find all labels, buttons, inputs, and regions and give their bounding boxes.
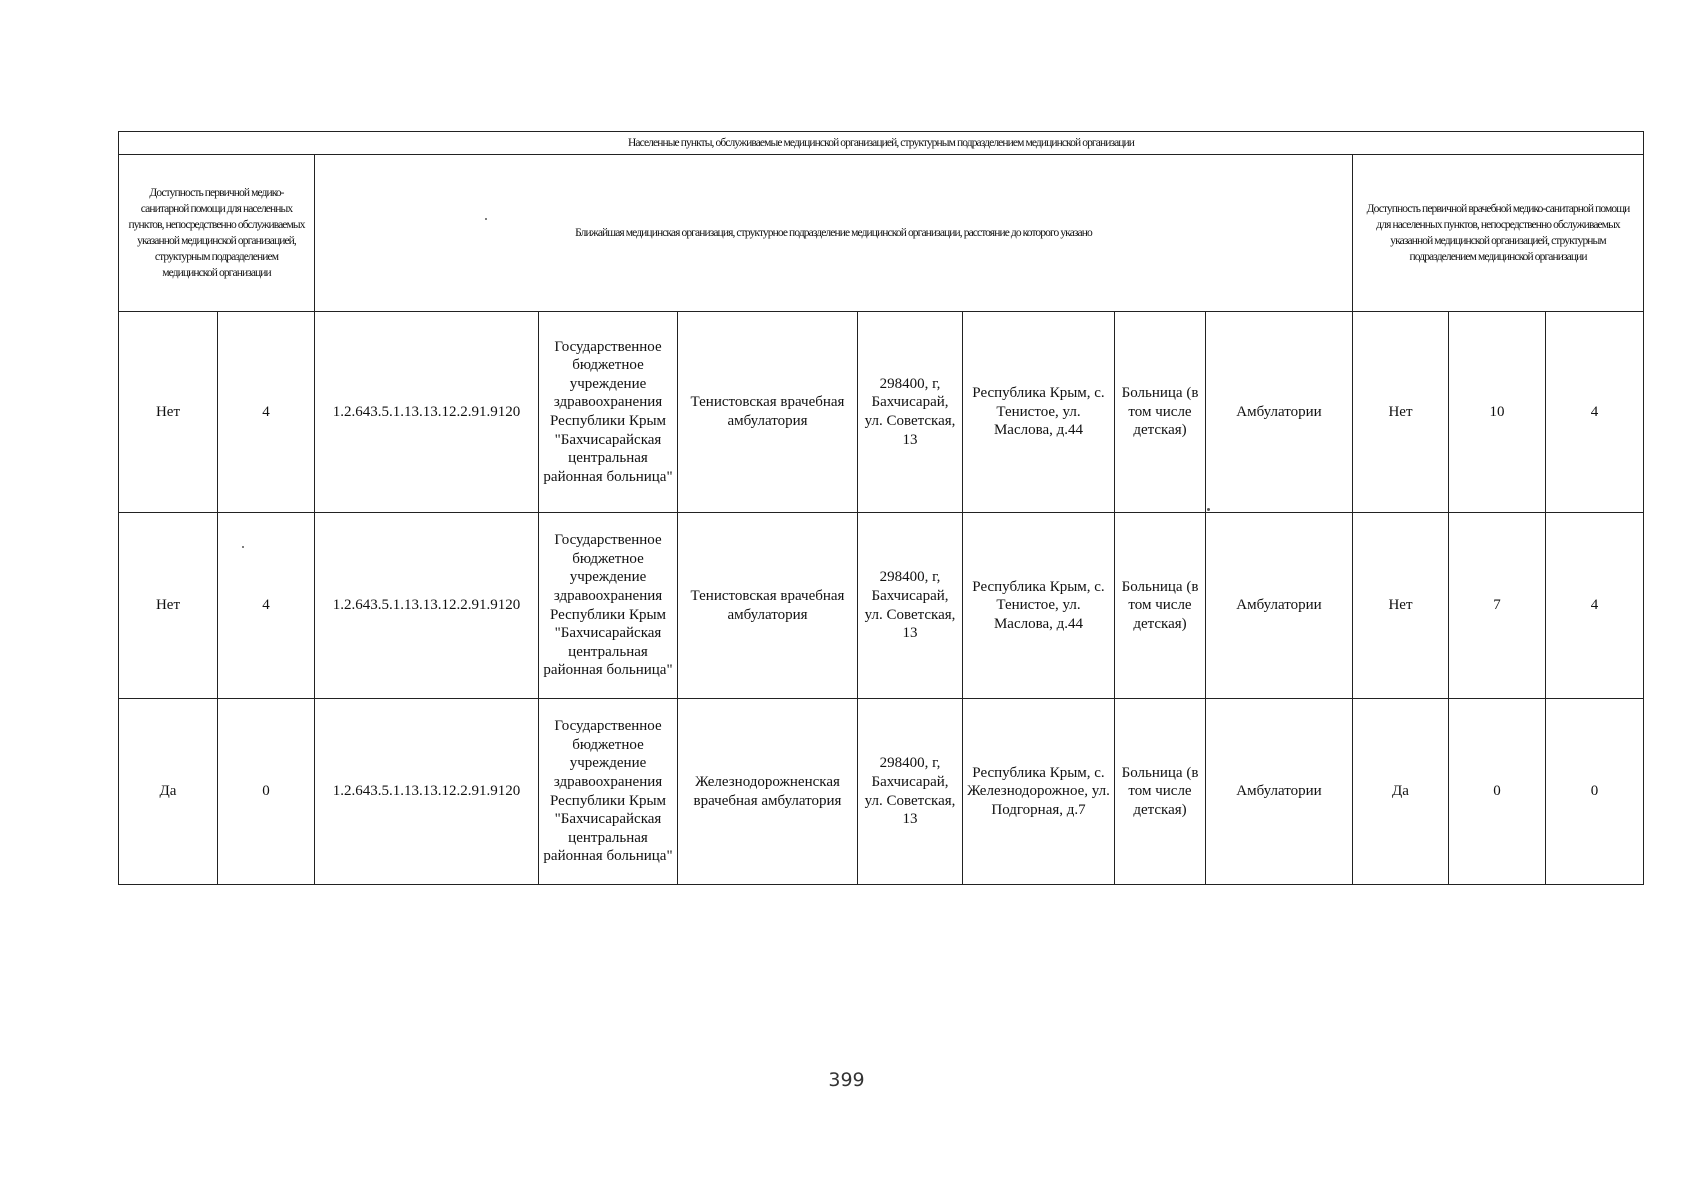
cell-unit-name: Тенистовская врачебная амбулатория — [678, 312, 858, 513]
cell-oid: 1.2.643.5.1.13.13.12.2.91.9120 — [315, 513, 539, 699]
cell-org-address: 298400, г, Бахчисарай, ул. Советская, 13 — [858, 312, 963, 513]
cell-oid: 1.2.643.5.1.13.13.12.2.91.9120 — [315, 312, 539, 513]
cell-value-a: 7 — [1449, 513, 1546, 699]
table-row — [119, 513, 1644, 699]
cell-value-a: 0 — [1449, 699, 1546, 885]
scan-speck — [1207, 508, 1210, 511]
cell-unit-address: Республика Крым, с. Тенистое, ул. Маслова, д.44 — [963, 312, 1115, 513]
cell-physician-access: Нет — [1353, 312, 1449, 513]
table-title: Населенные пункты, обслуживаемые медицинской организацией, структурным подразделением медицинской организации — [119, 132, 1644, 155]
cell-unit-address: Республика Крым, с. Тенистое, ул. Маслова, д.44 — [963, 513, 1115, 699]
cell-org-name: Государственное бюджетное учреждение здравоохранения Республики Крым "Бахчисарайская центральная районная больница" — [539, 513, 678, 699]
cell-unit-type: Амбулатории — [1206, 699, 1353, 885]
cell-org-name: Государственное бюджетное учреждение здравоохранения Республики Крым "Бахчисарайская центральная районная больница" — [539, 699, 678, 885]
cell-oid: 1.2.643.5.1.13.13.12.2.91.9120 — [315, 699, 539, 885]
cell-value-a: 10 — [1449, 312, 1546, 513]
header-physician-access: Доступность первичной врачебной медико-санитарной помощи для населенных пунктов, непосредственно обслуживаемых указанной медицинской организацией, структурным подразделением медицинской организации — [1353, 155, 1644, 312]
page-number: 399 — [828, 1069, 865, 1091]
settlements-table — [118, 131, 1644, 885]
cell-unit-name: Железнодорожненская врачебная амбулатория — [678, 699, 858, 885]
cell-org-type: Больница (в том числе детская) — [1115, 513, 1206, 699]
cell-distance: 4 — [218, 513, 315, 699]
cell-unit-type: Амбулатории — [1206, 312, 1353, 513]
scan-speck — [485, 218, 487, 220]
cell-unit-name: Тенистовская врачебная амбулатория — [678, 513, 858, 699]
cell-org-address: 298400, г, Бахчисарай, ул. Советская, 13 — [858, 513, 963, 699]
cell-org-address: 298400, г, Бахчисарай, ул. Советская, 13 — [858, 699, 963, 885]
cell-unit-address: Республика Крым, с. Железнодорожное, ул. Подгорная, д.7 — [963, 699, 1115, 885]
cell-access: Да — [119, 699, 218, 885]
cell-physician-access: Да — [1353, 699, 1449, 885]
table-row — [119, 699, 1644, 885]
cell-unit-type: Амбулатории — [1206, 513, 1353, 699]
cell-access: Нет — [119, 513, 218, 699]
cell-physician-access: Нет — [1353, 513, 1449, 699]
header-primary-access: Доступность первичной медико-санитарной помощи для населенных пунктов, непосредственно обслуживаемых указанной медицинской организацией, структурным подразделением медицинской организации — [119, 155, 315, 312]
cell-org-name: Государственное бюджетное учреждение здравоохранения Республики Крым "Бахчисарайская центральная районная больница" — [539, 312, 678, 513]
table-row — [119, 312, 1644, 513]
cell-value-b: 0 — [1546, 699, 1644, 885]
cell-value-b: 4 — [1546, 513, 1644, 699]
cell-value-b: 4 — [1546, 312, 1644, 513]
cell-access: Нет — [119, 312, 218, 513]
scan-speck — [242, 546, 244, 548]
cell-org-type: Больница (в том числе детская) — [1115, 312, 1206, 513]
cell-distance: 4 — [218, 312, 315, 513]
cell-distance: 0 — [218, 699, 315, 885]
header-nearest-organization: Ближайшая медицинская организация, структурное подразделение медицинской организации, расстояние до которого указано — [315, 155, 1353, 312]
cell-org-type: Больница (в том числе детская) — [1115, 699, 1206, 885]
